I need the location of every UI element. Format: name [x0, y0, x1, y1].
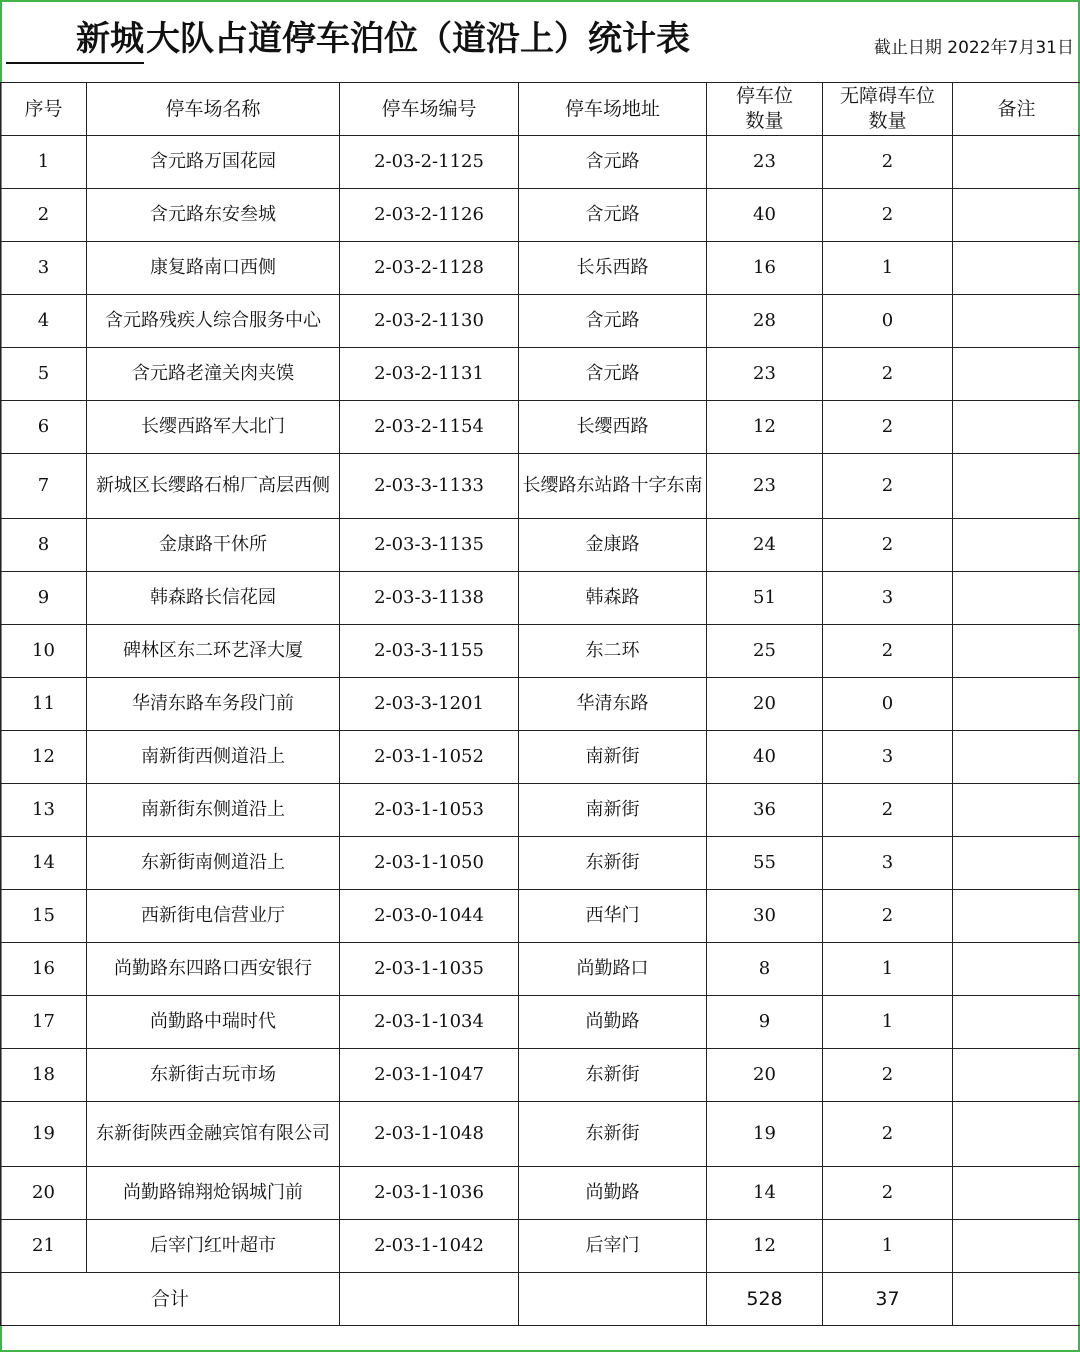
- cell-index: 8: [1, 519, 87, 572]
- cell-index: 11: [1, 678, 87, 731]
- cell-address: 含元路: [519, 136, 707, 189]
- table-row: [1, 401, 1080, 454]
- cell-address: 含元路: [519, 295, 707, 348]
- cell-spaces: 19: [707, 1102, 823, 1167]
- header-code: 停车场编号: [340, 83, 519, 136]
- cell-index: 13: [1, 784, 87, 837]
- cell-remark: [953, 1102, 1080, 1167]
- cell-name: 东新街陕西金融宾馆有限公司: [87, 1102, 340, 1167]
- cell-remark: [953, 242, 1080, 295]
- header-spaces: 停车位数量: [707, 83, 823, 136]
- cell-remark: [953, 784, 1080, 837]
- cell-spaces: 23: [707, 348, 823, 401]
- cell-index: 3: [1, 242, 87, 295]
- cell-remark: [953, 136, 1080, 189]
- cell-name: 韩森路长信花园: [87, 572, 340, 625]
- cell-spaces: 25: [707, 625, 823, 678]
- cell-index: 5: [1, 348, 87, 401]
- cell-address: 东新街: [519, 1049, 707, 1102]
- cell-name: 南新街西侧道沿上: [87, 731, 340, 784]
- cell-remark: [953, 454, 1080, 519]
- cell-accessible: 2: [823, 784, 953, 837]
- cell-spaces: 8: [707, 943, 823, 996]
- cell-spaces: 9: [707, 996, 823, 1049]
- cell-code: 2-03-2-1130: [340, 295, 519, 348]
- cell-index: 15: [1, 890, 87, 943]
- table-row: [1, 890, 1080, 943]
- cell-address: 尚勤路: [519, 1167, 707, 1220]
- cell-address: 西华门: [519, 890, 707, 943]
- cell-address: 华清东路: [519, 678, 707, 731]
- cell-code: 2-03-0-1044: [340, 890, 519, 943]
- cell-index: 9: [1, 572, 87, 625]
- cell-address: 长乐西路: [519, 242, 707, 295]
- cell-index: 6: [1, 401, 87, 454]
- cell-name: 长缨西路军大北门: [87, 401, 340, 454]
- total-row: [1, 1273, 1080, 1326]
- cell-address: 东二环: [519, 625, 707, 678]
- cell-spaces: 55: [707, 837, 823, 890]
- cell-accessible: 1: [823, 242, 953, 295]
- cell-accessible: 2: [823, 625, 953, 678]
- cell-index: 18: [1, 1049, 87, 1102]
- cell-index: 10: [1, 625, 87, 678]
- cell-accessible: 3: [823, 572, 953, 625]
- table-row: [1, 242, 1080, 295]
- table-row: [1, 295, 1080, 348]
- cell-code: 2-03-2-1125: [340, 136, 519, 189]
- cell-index: 21: [1, 1220, 87, 1273]
- cell-address: 南新街: [519, 731, 707, 784]
- cell-name: 东新街南侧道沿上: [87, 837, 340, 890]
- cell-address: 含元路: [519, 348, 707, 401]
- cell-spaces: 36: [707, 784, 823, 837]
- table-row: [1, 1167, 1080, 1220]
- total-label: 合计: [1, 1273, 340, 1326]
- cell-spaces: 12: [707, 401, 823, 454]
- table-row: [1, 1049, 1080, 1102]
- cell-code: 2-03-1-1035: [340, 943, 519, 996]
- cell-index: 12: [1, 731, 87, 784]
- cell-name: 碑林区东二环艺泽大厦: [87, 625, 340, 678]
- cell-code: 2-03-1-1047: [340, 1049, 519, 1102]
- cell-index: 2: [1, 189, 87, 242]
- cell-code: 2-03-1-1036: [340, 1167, 519, 1220]
- cell-name: 尚勤路中瑞时代: [87, 996, 340, 1049]
- cell-accessible: 0: [823, 295, 953, 348]
- cell-accessible: 2: [823, 519, 953, 572]
- cell-accessible: 1: [823, 996, 953, 1049]
- header-name: 停车场名称: [87, 83, 340, 136]
- cell-index: 16: [1, 943, 87, 996]
- table-row: [1, 136, 1080, 189]
- cell-name: 新城区长缨路石棉厂高层西侧: [87, 454, 340, 519]
- cell-accessible: 2: [823, 189, 953, 242]
- table-row: [1, 784, 1080, 837]
- cutoff-date-label: 截止日期: [873, 38, 942, 58]
- cell-name: 南新街东侧道沿上: [87, 784, 340, 837]
- cell-name: 后宰门红叶超市: [87, 1220, 340, 1273]
- table-row: [1, 348, 1080, 401]
- cell-code: 2-03-2-1154: [340, 401, 519, 454]
- cell-code: 2-03-3-1138: [340, 572, 519, 625]
- cell-address: 尚勤路: [519, 996, 707, 1049]
- cell-address: 东新街: [519, 1102, 707, 1167]
- cell-code: 2-03-2-1128: [340, 242, 519, 295]
- title-row: [0, 0, 1080, 82]
- cell-code: 2-03-1-1053: [340, 784, 519, 837]
- cell-spaces: 28: [707, 295, 823, 348]
- cell-accessible: 2: [823, 136, 953, 189]
- cell-accessible: 3: [823, 837, 953, 890]
- table-row: [1, 1220, 1080, 1273]
- cell-accessible: 3: [823, 731, 953, 784]
- cell-name: 含元路残疾人综合服务中心: [87, 295, 340, 348]
- cell-code: 2-03-1-1048: [340, 1102, 519, 1167]
- cell-address: 尚勤路口: [519, 943, 707, 996]
- cell-index: 17: [1, 996, 87, 1049]
- table-row: [1, 625, 1080, 678]
- cell-spaces: 40: [707, 189, 823, 242]
- cell-name: 华清东路车务段门前: [87, 678, 340, 731]
- cell-accessible: 2: [823, 890, 953, 943]
- cell-address: 含元路: [519, 189, 707, 242]
- cell-index: 20: [1, 1167, 87, 1220]
- cell-name: 尚勤路东四路口西安银行: [87, 943, 340, 996]
- cell-address: 南新街: [519, 784, 707, 837]
- header-remark: 备注: [953, 83, 1080, 136]
- cell-address: 东新街: [519, 837, 707, 890]
- cell-spaces: 20: [707, 1049, 823, 1102]
- table-row: [1, 678, 1080, 731]
- cell-name: 东新街古玩市场: [87, 1049, 340, 1102]
- cell-index: 19: [1, 1102, 87, 1167]
- cell-spaces: 12: [707, 1220, 823, 1273]
- cell-remark: [953, 1167, 1080, 1220]
- cell-code: 2-03-1-1034: [340, 996, 519, 1049]
- cell-remark: [953, 189, 1080, 242]
- cell-spaces: 30: [707, 890, 823, 943]
- cell-remark: [953, 678, 1080, 731]
- cell-name: 含元路老潼关肉夹馍: [87, 348, 340, 401]
- cell-remark: [953, 1220, 1080, 1273]
- cell-name: 西新街电信营业厅: [87, 890, 340, 943]
- header-index: 序号: [1, 83, 87, 136]
- cell-spaces: 20: [707, 678, 823, 731]
- cell-code: 2-03-3-1135: [340, 519, 519, 572]
- table-row: [1, 519, 1080, 572]
- cell-name: 含元路东安叁城: [87, 189, 340, 242]
- cell-code: 2-03-3-1155: [340, 625, 519, 678]
- cell-spaces: 16: [707, 242, 823, 295]
- cell-accessible: 2: [823, 454, 953, 519]
- cell-accessible: 0: [823, 678, 953, 731]
- cell-remark: [953, 348, 1080, 401]
- title-unit-name: 新城: [6, 16, 144, 64]
- table-row: [1, 454, 1080, 519]
- cutoff-date-value: 2022年7月31日: [947, 38, 1074, 58]
- header-accessible: 无障碍车位数量: [823, 83, 953, 136]
- cell-accessible: 2: [823, 1167, 953, 1220]
- cell-index: 7: [1, 454, 87, 519]
- cell-code: 2-03-1-1042: [340, 1220, 519, 1273]
- cell-spaces: 24: [707, 519, 823, 572]
- cell-remark: [953, 401, 1080, 454]
- cell-remark: [953, 996, 1080, 1049]
- cell-remark: [953, 625, 1080, 678]
- parking-table: [0, 82, 1080, 1326]
- cell-code: 2-03-1-1052: [340, 731, 519, 784]
- table-header-row: [1, 83, 1080, 136]
- cell-accessible: 2: [823, 1049, 953, 1102]
- table-row: [1, 837, 1080, 890]
- table-row: [1, 189, 1080, 242]
- cell-address: 长缨路东站路十字东南: [519, 454, 707, 519]
- cell-spaces: 14: [707, 1167, 823, 1220]
- table-row: [1, 572, 1080, 625]
- cell-accessible: 2: [823, 1102, 953, 1167]
- cell-spaces: 23: [707, 454, 823, 519]
- page-title: 大队占道停车泊位（道沿上）统计表: [146, 19, 690, 59]
- total-accessible: 37: [823, 1273, 953, 1326]
- cell-index: 1: [1, 136, 87, 189]
- cell-name: 尚勤路锦翔炝锅城门前: [87, 1167, 340, 1220]
- total-remark-cell: [953, 1273, 1080, 1326]
- cell-index: 14: [1, 837, 87, 890]
- cell-address: 后宰门: [519, 1220, 707, 1273]
- cell-remark: [953, 572, 1080, 625]
- cell-accessible: 2: [823, 401, 953, 454]
- total-code-cell: [340, 1273, 519, 1326]
- cell-name: 金康路干休所: [87, 519, 340, 572]
- cell-code: 2-03-2-1126: [340, 189, 519, 242]
- table-row: [1, 731, 1080, 784]
- cell-name: 康复路南口西侧: [87, 242, 340, 295]
- table-row: [1, 1102, 1080, 1167]
- table-row: [1, 943, 1080, 996]
- cell-remark: [953, 731, 1080, 784]
- cutoff-date: [874, 36, 1074, 60]
- cell-code: 2-03-3-1133: [340, 454, 519, 519]
- cell-remark: [953, 890, 1080, 943]
- cell-spaces: 40: [707, 731, 823, 784]
- total-address-cell: [519, 1273, 707, 1326]
- cell-address: 韩森路: [519, 572, 707, 625]
- cell-accessible: 2: [823, 348, 953, 401]
- cell-remark: [953, 295, 1080, 348]
- cell-remark: [953, 519, 1080, 572]
- cell-code: 2-03-2-1131: [340, 348, 519, 401]
- cell-code: 2-03-1-1050: [340, 837, 519, 890]
- cell-remark: [953, 943, 1080, 996]
- cell-remark: [953, 837, 1080, 890]
- header-address: 停车场地址: [519, 83, 707, 136]
- total-spaces: 528: [707, 1273, 823, 1326]
- cell-address: 金康路: [519, 519, 707, 572]
- cell-code: 2-03-3-1201: [340, 678, 519, 731]
- cell-index: 4: [1, 295, 87, 348]
- table-row: [1, 996, 1080, 1049]
- cell-spaces: 23: [707, 136, 823, 189]
- cell-accessible: 1: [823, 1220, 953, 1273]
- cell-remark: [953, 1049, 1080, 1102]
- cell-address: 长缨西路: [519, 401, 707, 454]
- cell-accessible: 1: [823, 943, 953, 996]
- cell-name: 含元路万国花园: [87, 136, 340, 189]
- cell-spaces: 51: [707, 572, 823, 625]
